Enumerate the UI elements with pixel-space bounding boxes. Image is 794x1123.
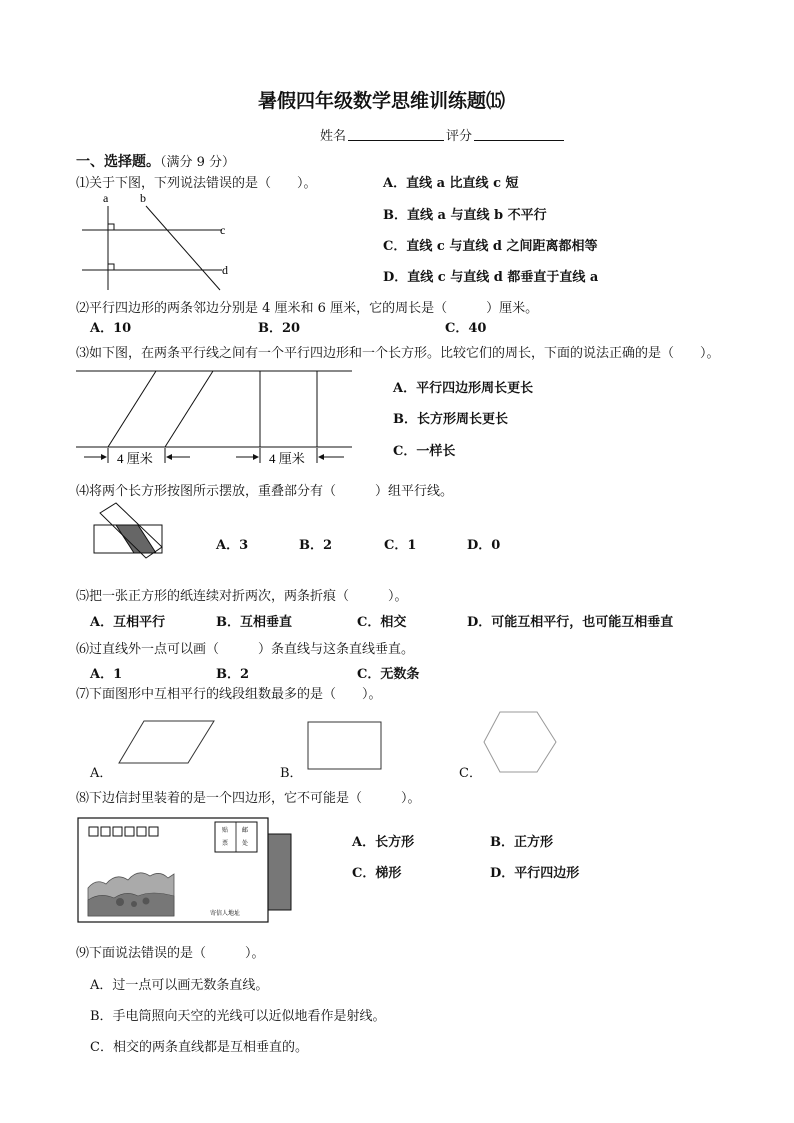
q3-option-c[interactable]: C．一样长 [393, 444, 456, 459]
q3-option-b[interactable]: B．长方形周长更长 [393, 412, 508, 427]
section-heading [76, 151, 235, 171]
name-blank[interactable] [348, 140, 444, 141]
q1-option-a[interactable]: A．直线 a 比直线 c 短 [383, 176, 519, 191]
sender-address-label: 寄信人地址 [210, 910, 241, 917]
q8-option-a[interactable]: A．长方形 [352, 835, 415, 850]
q9-stem: ⑼下面说法错误的是（ ）。 [76, 946, 265, 961]
q4-option-d[interactable]: D．0 [467, 538, 501, 553]
q8-option-c[interactable]: C．梯形 [352, 866, 402, 881]
q7-option-c[interactable]: C． [459, 766, 482, 781]
q4-option-c[interactable]: C．1 [384, 538, 417, 553]
q6-option-b[interactable]: B．2 [216, 667, 250, 682]
q5-stem: ⑸把一张正方形的纸连续对折两次，两条折痕（ ）。 [76, 589, 408, 604]
hexagon-shape [482, 710, 558, 774]
page-title: 暑假四年级数学思维训练题⒂ [258, 90, 506, 112]
parallelogram-shape [118, 720, 218, 766]
q5-option-c[interactable]: C．相交 [357, 615, 407, 630]
q1-label-b: b [140, 191, 146, 205]
q3-option-a[interactable]: A．平行四边形周长更长 [393, 381, 534, 396]
q7-option-b[interactable]: B． [280, 766, 303, 781]
section-note: （满分 9 分） [160, 155, 236, 170]
q5-option-b[interactable]: B．互相垂直 [216, 615, 292, 630]
q4-option-b[interactable]: B．2 [299, 538, 333, 553]
q3-stem: ⑶如下图，在两条平行线之间有一个平行四边形和一个长方形。比较它们的周长，下面的说法正确的是（ ）。 [76, 346, 720, 361]
q1-stem: ⑴关于下图，下列说法错误的是（ ）。 [76, 176, 317, 191]
q2-stem: ⑵平行四边形的两条邻边分别是 4 厘米和 6 厘米，它的周长是（ ）厘米。 [76, 301, 539, 316]
q9-option-c[interactable]: C．相交的两条直线都是互相垂直的。 [90, 1040, 308, 1055]
q1-label-a: a [103, 191, 109, 205]
score-blank[interactable] [474, 140, 564, 141]
q8-stem: ⑻下边信封里装着的是一个四边形，它不可能是（ ）。 [76, 791, 421, 806]
q6-stem: ⑹过直线外一点可以画（ ）条直线与这条直线垂直。 [76, 642, 415, 657]
q1-label-d: d [222, 263, 228, 277]
section-title: 一、选择题。 [76, 154, 160, 170]
q3-measure-left: 4 厘米 [117, 451, 153, 466]
q2-option-a[interactable]: A．10 [90, 321, 132, 336]
q6-option-c[interactable]: C．无数条 [357, 667, 420, 682]
stamp-text-1: 贴 [222, 827, 229, 834]
stamp-text-3: 票 [222, 840, 229, 847]
q8-option-d[interactable]: D．平行四边形 [490, 866, 580, 881]
q8-option-b[interactable]: B．正方形 [490, 835, 553, 850]
q3-figure [76, 368, 356, 468]
stamp-text-4: 处 [242, 840, 249, 847]
score-label: 评分 [446, 129, 473, 144]
stamp-text-2: 邮 [242, 827, 249, 834]
q2-option-c[interactable]: C．40 [445, 321, 487, 336]
name-label: 姓名 [320, 129, 347, 144]
q5-option-a[interactable]: A．互相平行 [90, 615, 166, 630]
q6-option-a[interactable]: A．1 [90, 667, 123, 682]
q4-figure [92, 502, 172, 564]
q1-option-c[interactable]: C．直线 c 与直线 d 之间距离都相等 [383, 239, 598, 254]
q7-stem: ⑺下面图形中互相平行的线段组数最多的是（ ）。 [76, 687, 382, 702]
q1-figure [76, 192, 246, 292]
rectangle-shape [307, 721, 383, 771]
q1-option-d[interactable]: D．直线 c 与直线 d 都垂直于直线 a [383, 270, 599, 285]
envelope-figure [76, 816, 296, 926]
q4-option-a[interactable]: A．3 [216, 538, 249, 553]
q4-stem: ⑷将两个长方形按图所示摆放，重叠部分有（ ）组平行线。 [76, 484, 454, 499]
q2-option-b[interactable]: B．20 [258, 321, 301, 336]
q9-option-b[interactable]: B．手电筒照向天空的光线可以近似地看作是射线。 [90, 1009, 386, 1024]
q7-option-a[interactable]: A． [90, 766, 113, 781]
q5-option-d[interactable]: D．可能互相平行，也可能互相垂直 [467, 615, 674, 630]
q9-option-a[interactable]: A．过一点可以画无数条直线。 [90, 978, 269, 993]
q3-measure-right: 4 厘米 [269, 451, 305, 466]
q1-option-b[interactable]: B．直线 a 与直线 b 不平行 [383, 208, 547, 223]
q1-label-c: c [220, 223, 226, 237]
